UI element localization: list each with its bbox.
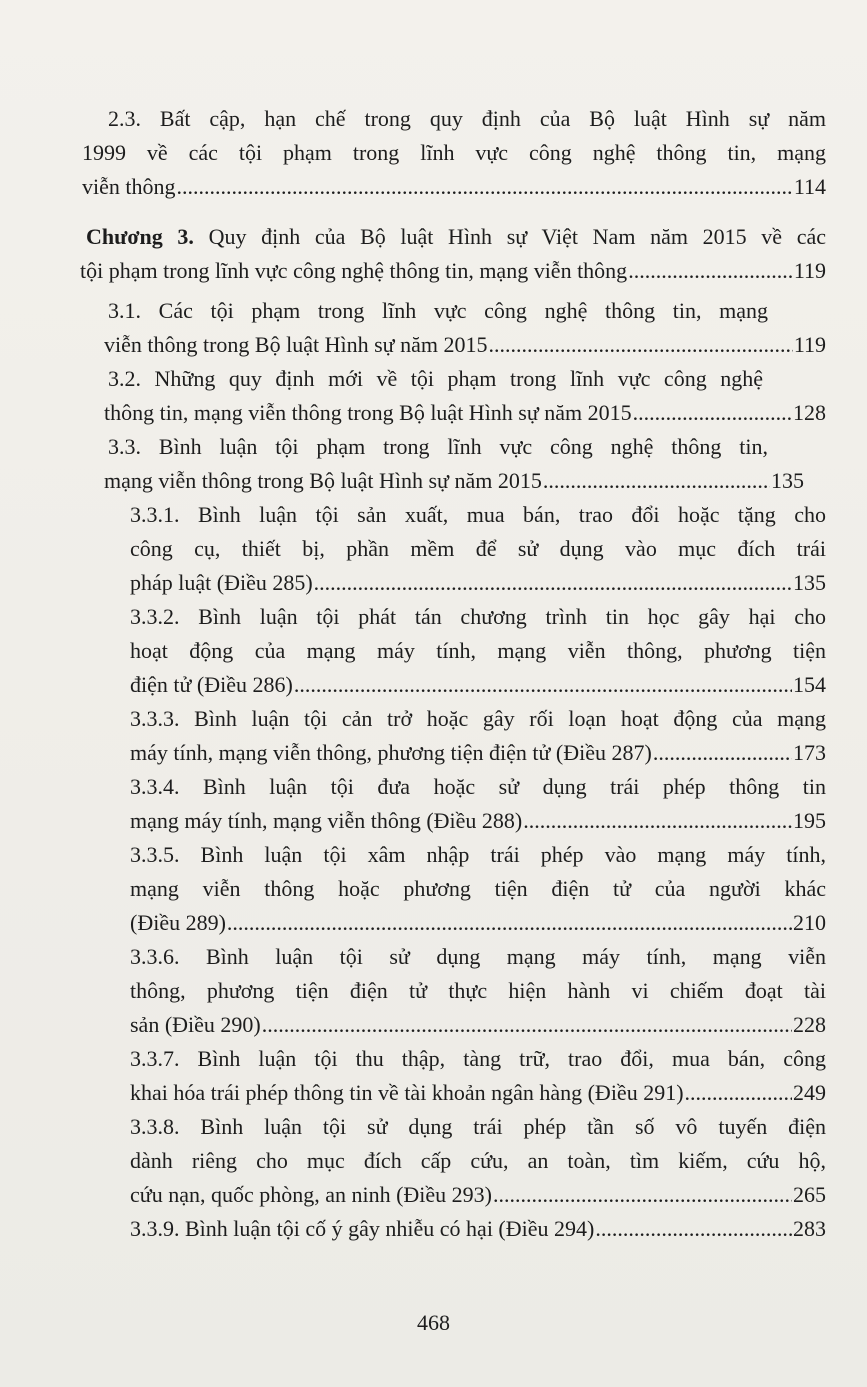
toc-entry-line: 1999 về các tội phạm trong lĩnh vực công nghệ thông tin, mạng [82, 140, 826, 165]
toc-entry-3-2 [104, 362, 826, 430]
toc-entry-text: (Điều 289) [130, 910, 226, 935]
toc-entry-text: cứu nạn, quốc phòng, an ninh (Điều 293) [130, 1182, 493, 1207]
dot-leader [294, 668, 792, 702]
toc-entry-last-line [130, 804, 826, 838]
toc-entry-line: 3.3.7. Bình luận tội thu thập, tàng trữ, trao đổi, mua bán, công [130, 1046, 826, 1071]
toc-entry-last-line [130, 1212, 826, 1246]
toc-entry-3-3-9 [130, 1212, 826, 1246]
dot-leader [595, 1212, 792, 1246]
toc-entry-3-3-6 [130, 940, 826, 1042]
toc-entry-last-line [80, 254, 826, 288]
dot-leader [493, 1178, 792, 1212]
page-number: 468 [417, 1310, 450, 1335]
toc-entry-last-line [104, 328, 826, 362]
toc-entry-last-line [82, 170, 826, 204]
toc-entry-text: thông tin, mạng viễn thông trong Bộ luật Hình sự năm 2015 [104, 400, 632, 425]
toc-entry-text: mạng máy tính, mạng viễn thông (Điều 288) [130, 808, 523, 833]
toc-entry-line: mạng viễn thông hoặc phương tiện điện tử của người khác [130, 876, 826, 901]
toc-entry-last-line [130, 1178, 826, 1212]
toc-entry-line: 3.3.6. Bình luận tội sử dụng mạng máy tính, mạng viễn [130, 944, 826, 969]
dot-leader [227, 906, 792, 940]
table-of-contents [0, 102, 867, 1246]
toc-entry-last-line [104, 464, 826, 498]
toc-entry-last-line [130, 1076, 826, 1110]
toc-entry-3-3-7 [130, 1042, 826, 1110]
toc-page-number: 283 [793, 1216, 826, 1241]
toc-entry-text: sản (Điều 290) [130, 1012, 261, 1037]
toc-entry-text: mạng viễn thông trong Bộ luật Hình sự năm 2015 [104, 468, 542, 493]
dot-leader [314, 566, 792, 600]
dot-leader [628, 254, 793, 288]
dot-leader [488, 328, 792, 362]
toc-entry-last-line [130, 668, 826, 702]
toc-entry-3-3-1 [130, 498, 826, 600]
toc-entry-last-line [130, 1008, 826, 1042]
toc-page-number: 119 [793, 258, 826, 283]
toc-entry-line: công cụ, thiết bị, phần mềm để sử dụng vào mục đích trái [130, 536, 826, 561]
dot-leader [543, 464, 770, 498]
toc-entry-line: 3.3.3. Bình luận tội cản trở hoặc gây rối loạn hoạt động của mạng [130, 706, 826, 731]
toc-entry-line: 3.2. Những quy định mới về tội phạm trong lĩnh vực công nghệ [108, 366, 763, 391]
toc-entry-line: hoạt động của mạng máy tính, mạng viễn thông, phương tiện [130, 638, 826, 663]
toc-entry-chapter-3 [80, 220, 826, 288]
toc-entry-line: 3.3. Bình luận tội phạm trong lĩnh vực công nghệ thông tin, [108, 434, 768, 459]
toc-entry-last-line [130, 736, 826, 770]
toc-page-number: 228 [793, 1012, 826, 1037]
toc-page-number: 128 [793, 400, 826, 425]
toc-entry-line: 3.3.8. Bình luận tội sử dụng trái phép tần số vô tuyến điện [130, 1114, 826, 1139]
toc-entry-line: 2.3. Bất cập, hạn chế trong quy định của Bộ luật Hình sự năm [108, 106, 826, 131]
toc-entry-line: 3.3.1. Bình luận tội sản xuất, mua bán, trao đổi hoặc tặng cho [130, 502, 826, 527]
toc-entry-3-3-3 [130, 702, 826, 770]
toc-entry-line [86, 220, 826, 254]
dot-leader [653, 736, 792, 770]
dot-leader [523, 804, 792, 838]
toc-page-number: 135 [793, 570, 826, 595]
toc-entry-3-3-8 [130, 1110, 826, 1212]
toc-page-number: 249 [793, 1080, 826, 1105]
toc-page-number: 210 [793, 910, 826, 935]
toc-entry-line: 3.3.5. Bình luận tội xâm nhập trái phép vào mạng máy tính, [130, 842, 826, 867]
toc-entry-line: dành riêng cho mục đích cấp cứu, an toàn, tìm kiếm, cứu hộ, [130, 1148, 826, 1173]
dot-leader [633, 396, 792, 430]
toc-entry-text: 3.3.9. Bình luận tội cố ý gây nhiễu có hại (Điều 294) [130, 1216, 595, 1241]
toc-entry-text: điện tử (Điều 286) [130, 672, 293, 697]
toc-page-number: 265 [793, 1182, 826, 1207]
toc-entry-3-3-4 [130, 770, 826, 838]
chapter-label: Chương 3. [86, 224, 194, 249]
toc-entry-last-line [130, 906, 826, 940]
toc-entry-3-3-5 [130, 838, 826, 940]
toc-entry-text: khai hóa trái phép thông tin về tài khoản ngân hàng (Điều 291) [130, 1080, 684, 1105]
toc-entry-3-3-2 [130, 600, 826, 702]
toc-page-number: 135 [771, 468, 804, 493]
toc-entry-line: thông, phương tiện điện tử thực hiện hành vi chiếm đoạt tài [130, 978, 826, 1003]
dot-leader [262, 1008, 792, 1042]
toc-entry-text: tội phạm trong lĩnh vực công nghệ thông tin, mạng viễn thông [80, 258, 628, 283]
toc-entry-line: 3.3.4. Bình luận tội đưa hoặc sử dụng trái phép thông tin [130, 774, 826, 799]
chapter-title: Quy định của Bộ luật Hình sự Việt Nam năm 2015 về các [208, 224, 827, 249]
toc-entry-text: pháp luật (Điều 285) [130, 570, 313, 595]
dot-leader [685, 1076, 792, 1110]
toc-page-number: 119 [793, 332, 826, 357]
toc-entry-3-3 [104, 430, 826, 498]
toc-page-number: 195 [793, 808, 826, 833]
toc-entry-line: 3.1. Các tội phạm trong lĩnh vực công nghệ thông tin, mạng [108, 298, 768, 323]
toc-entry-last-line [104, 396, 826, 430]
dot-leader [177, 170, 793, 204]
toc-entry-text: viễn thông trong Bộ luật Hình sự năm 2015 [104, 332, 488, 357]
toc-entry-line: 3.3.2. Bình luận tội phát tán chương trình tin học gây hại cho [130, 604, 826, 629]
toc-page-number: 173 [793, 740, 826, 765]
toc-page-number: 114 [793, 174, 826, 199]
toc-entry-3-1 [104, 294, 826, 362]
toc-page-number: 154 [793, 672, 826, 697]
toc-entry-2-3 [82, 102, 826, 204]
toc-entry-last-line [130, 566, 826, 600]
toc-entry-text: viễn thông [82, 174, 176, 199]
toc-entry-text: máy tính, mạng viễn thông, phương tiện điện tử (Điều 287) [130, 740, 652, 765]
